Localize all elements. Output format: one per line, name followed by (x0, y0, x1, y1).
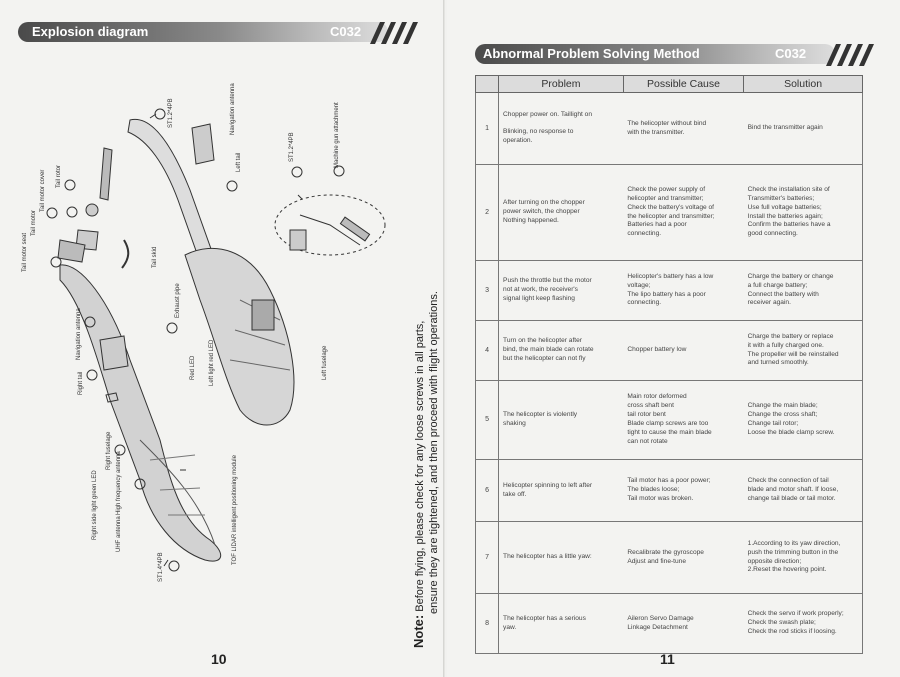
right-header-title: Abnormal Problem Solving Method (483, 46, 700, 61)
table-row (476, 165, 863, 261)
cause-line: Adjust and fine-tune (627, 557, 687, 565)
problem-line: Push the throttle but the motor (503, 277, 592, 285)
solution-line: Loose the blade clamp screw. (747, 428, 835, 436)
label-tail-motor-cover: Tail motor cover (40, 169, 46, 212)
solution-line: Change tail rotor; (747, 420, 799, 427)
problem-cell (499, 321, 624, 381)
table-body (476, 93, 863, 654)
table-row (476, 522, 863, 594)
label-tail-motor-seat: Tail motor seat (22, 232, 28, 272)
row-number: 8 (476, 594, 499, 654)
note-label: Note: (411, 614, 426, 648)
problem-line: operation. (503, 136, 533, 144)
problem-line: Turn on the helicopter after (503, 337, 582, 345)
left-page-number: 10 (211, 651, 227, 667)
label-right-side-light-green-led: Right side light green LED (92, 470, 98, 540)
problem-cell (499, 594, 624, 654)
left-header-title: Explosion diagram (32, 24, 149, 39)
cause-cell (623, 93, 743, 165)
label-navigation-antenna-left: Navigation antenna (76, 308, 82, 360)
problem-line: but the helicopter can not fly (503, 354, 586, 362)
problem-line: yaw. (503, 623, 517, 631)
solution-line: Connect the battery with (747, 290, 819, 298)
cause-line: Recalibrate the gyroscope (627, 548, 704, 556)
problem-line: signal light keep flashing (503, 294, 575, 302)
cause-line: Linkage Detachment (627, 623, 688, 631)
problem-cell (499, 522, 624, 594)
solution-line: receiver again. (747, 299, 791, 307)
problem-line: shaking (503, 420, 526, 427)
label-screw-top: ST1.2*4PB (168, 98, 174, 128)
cause-line: Tail motor has a poor power; (627, 477, 711, 485)
solution-line: 2.Reset the hovering point. (747, 566, 827, 574)
cause-line: Chopper battery low (627, 346, 687, 354)
solution-line: Confirm the batteries have a (747, 221, 831, 229)
solution-cell (744, 165, 863, 261)
cause-cell (623, 522, 743, 594)
cause-cell (623, 460, 743, 522)
cause-line: connecting. (627, 299, 662, 307)
problem-line: The helicopter has a little yaw: (503, 553, 592, 561)
table-row (476, 381, 863, 460)
cause-cell (623, 381, 743, 460)
row-number: 6 (476, 460, 499, 522)
label-left-tail: Left tail (236, 152, 242, 172)
solution-cell (744, 321, 863, 381)
solution-line: The propeller will be reinstalled (747, 350, 839, 358)
solution-line: Check the servo if work properly; (747, 610, 844, 618)
solution-line: Change the main blade; (747, 402, 818, 410)
cause-cell (623, 321, 743, 381)
row-number: 1 (476, 93, 499, 165)
cause-line: The blades loose; (627, 486, 680, 494)
solution-line: 1.According to its yaw direction, (747, 539, 841, 547)
problem-cell (499, 261, 624, 321)
solution-line: Bind the transmitter again (747, 124, 823, 132)
cause-line: Check the power supply of (627, 185, 706, 193)
row-number: 7 (476, 522, 499, 594)
solution-line: blade and motor shaft. If loose, (747, 486, 839, 494)
label-exhaust-pipe: Exhaust pipe (175, 283, 181, 318)
solution-line: a full charge battery; (747, 281, 808, 289)
solution-cell (744, 594, 863, 654)
cause-line: helicopter and transmitter; (627, 194, 704, 202)
table-row (476, 261, 863, 321)
label-tail-skid: Tail skid (152, 246, 158, 268)
label-left-light-red-led: Left light red LED (209, 339, 215, 386)
problem-cell (499, 381, 624, 460)
flight-safety-note (412, 291, 441, 648)
cause-cell (623, 165, 743, 261)
right-header-slashes (818, 40, 878, 68)
solution-line: Check the rod sticks if loosing. (747, 627, 837, 635)
solution-line: Install the batteries again; (747, 212, 823, 220)
label-tail-motor: Tail motor (31, 209, 37, 236)
label-left-fuselage: Left fuselage (322, 345, 328, 380)
problem-line: After turning on the chopper (503, 199, 585, 207)
solution-line: Charge the battery or replace (747, 332, 834, 340)
col-header-problem: Problem (499, 76, 624, 93)
problem-line (503, 120, 619, 128)
label-high-frequency-antenna: High frequency antenna (116, 451, 122, 515)
solution-line: good connecting. (747, 230, 798, 238)
cause-line: tail rotor bent (627, 411, 666, 419)
problem-line: bind, the main blade can rotate (503, 346, 594, 354)
solution-line: and turned smoothly. (747, 359, 809, 367)
solution-line: Change the cross shaft; (747, 411, 818, 419)
cause-line: connecting. (627, 230, 662, 238)
problem-line: not at work, the receiver's (503, 286, 578, 294)
label-right-fuselage: Right fuselage (106, 431, 112, 470)
problem-line: Chopper power on. Taillight on (503, 111, 592, 119)
label-uhf-antenna: UHF antenna (116, 516, 122, 552)
problem-line: take off. (503, 490, 527, 498)
label-right-tail: Right tail (78, 371, 84, 395)
solution-line: Check the swash plate; (747, 619, 816, 627)
solution-cell (744, 261, 863, 321)
solution-cell (744, 460, 863, 522)
cause-line: Helicopter's battery has a low (627, 272, 714, 280)
right-page-header (475, 44, 835, 64)
table-header-row (476, 76, 863, 93)
table-row (476, 460, 863, 522)
left-page (0, 0, 445, 677)
col-header-number (476, 76, 499, 93)
table-row (476, 594, 863, 654)
problem-line: Nothing happened. (503, 216, 559, 224)
cause-line: with the transmitter. (627, 128, 685, 136)
solution-cell (744, 93, 863, 165)
label-machine-gun-attachment: Machine gun attachment (334, 102, 340, 168)
label-tail-rotor: Tail rotor (56, 164, 62, 188)
cause-cell (623, 594, 743, 654)
cause-line: Blade clamp screws are too (627, 420, 709, 427)
cause-line: The helicopter without bind (627, 119, 707, 127)
cause-line: Check the battery's voltage of (627, 203, 715, 211)
solution-line: it with a fully charged one. (747, 341, 824, 349)
solution-line: Charge the battery or change (747, 272, 834, 280)
cause-line: voltage; (627, 281, 651, 289)
cause-line: The lipo battery has a poor (627, 290, 706, 298)
label-screw-mid: ST1.2*4PB (289, 132, 295, 162)
cause-line: can not rotate (627, 437, 668, 445)
problem-cell (499, 165, 624, 261)
cause-line: cross shaft bent (627, 402, 674, 410)
solution-line: Check the installation site of (747, 185, 830, 193)
right-page-number: 11 (660, 651, 675, 667)
cause-line: Batteries had a poor (627, 221, 687, 229)
note-line-2: ensure they are tightened, and then proceed with flight operations. (428, 291, 440, 614)
problem-line: power switch, the chopper (503, 208, 580, 216)
row-number: 3 (476, 261, 499, 321)
label-tof-lidar-module: TOF LIDAR intelligent positioning module (232, 455, 238, 565)
table-row (476, 93, 863, 165)
problem-cell (499, 93, 624, 165)
solution-cell (744, 522, 863, 594)
solution-line: change tail blade or tail motor. (747, 494, 836, 502)
problem-line: Blinking, no response to (503, 128, 574, 136)
solution-line: Transmitter's batteries; (747, 194, 815, 202)
cause-line: tight to cause the main blade (627, 428, 712, 436)
helicopter-explosion-diagram (0, 0, 445, 677)
table-row (476, 321, 863, 381)
solution-line: opposite direction; (747, 557, 802, 565)
problem-line: Helicopter spinning to left after (503, 481, 593, 489)
problem-line: The helicopter has a serious (503, 614, 586, 622)
troubleshooting-table (475, 75, 863, 654)
problem-cell (499, 460, 624, 522)
solution-line: push the trimming button in the (747, 548, 839, 556)
cause-line: the helicopter and transmitter; (627, 212, 715, 220)
col-header-cause: Possible Cause (623, 76, 743, 93)
cause-cell (623, 261, 743, 321)
label-navigation-antenna-top: Navigation antenna (230, 83, 236, 135)
row-number: 4 (476, 321, 499, 381)
col-header-solution: Solution (744, 76, 863, 93)
row-number: 5 (476, 381, 499, 460)
right-model-code: C032 (775, 46, 807, 61)
left-model-code: C032 (330, 24, 362, 39)
problem-line: The helicopter is violently (503, 411, 578, 419)
label-screw-bottom: ST1.4*4PB (158, 552, 164, 582)
label-red-led: Red LED (190, 355, 196, 380)
solution-cell (744, 381, 863, 460)
note-line-1: Before flying, please check for any loose screws in all parts, (414, 320, 426, 612)
cause-line: Aileron Servo Damage (627, 614, 694, 622)
row-number: 2 (476, 165, 499, 261)
cause-line: Main rotor deformed (627, 393, 687, 401)
cause-line: Tail motor was broken. (627, 494, 694, 502)
solution-line: Use full voltage batteries; (747, 203, 822, 211)
solution-line: Check the connection of tail (747, 477, 829, 485)
